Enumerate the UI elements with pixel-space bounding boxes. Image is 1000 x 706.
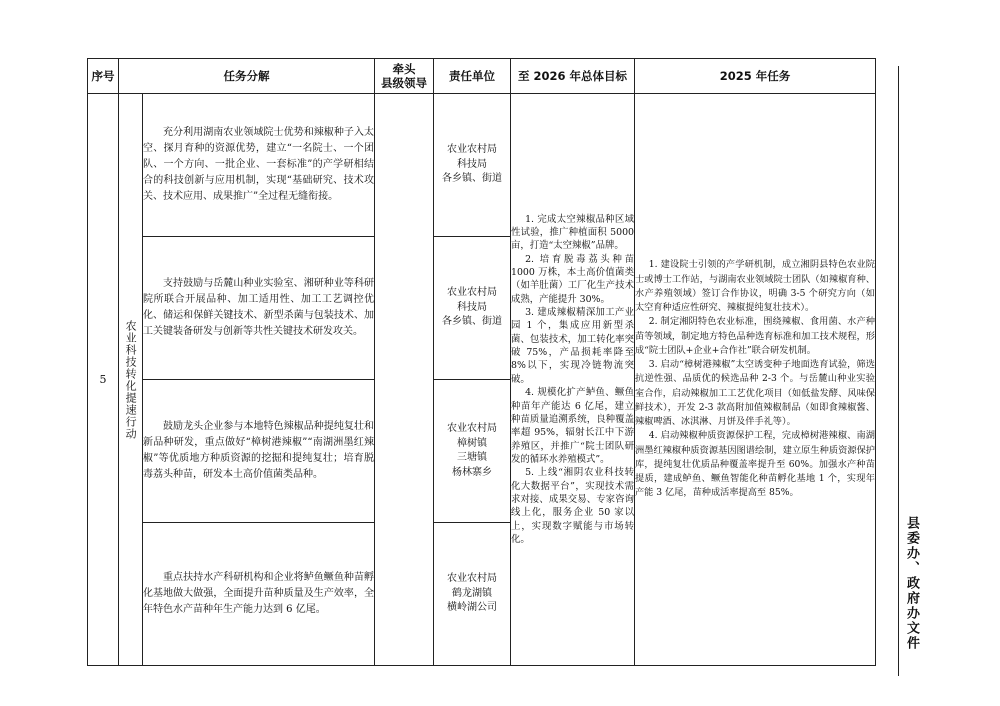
lead-cell — [375, 94, 434, 666]
table-row — [88, 94, 876, 237]
task-item: 1. 建设院士引领的产学研机制，成立湘阴县特色农业院士或博士工作站，与湖南农业领域院士团队（如辣椒育种、水产养殖领域）签订合作协议，明确 3-5 个研究方向（如太空育种适应性研究、辣椒提纯复壮技术）。 — [635, 259, 875, 314]
subtask-cell — [143, 523, 375, 666]
row-title-cell — [119, 94, 143, 666]
row-seq: 5 — [88, 94, 119, 666]
side-label: 县委办、政府办文件 — [904, 516, 919, 651]
subtask-cell — [143, 94, 375, 237]
task-cell — [635, 94, 876, 666]
subtask-text: 重点扶持水产科研机构和企业将鲈鱼鳜鱼种苗孵化基地做大做强，全面提升苗种质量及生产效率，全年特色水产苗种年生产能力达到 6 亿尾。 — [143, 572, 374, 615]
goal-item: 5. 上线“湘阴农业科技转化大数据平台”，实现技术需求对接、成果交易、专家咨询线上化，服务企业 50 家以上，实现数字赋能与市场转化。 — [511, 467, 634, 545]
subtask-text: 鼓励龙头企业参与本地特色辣椒品种提纯复壮和新品种研发，重点做好“樟树港辣椒”“南湖洲墨红辣椒”等优质地方种质资源的挖掘和提纯复壮；培育脱毒荔头种苗，研发本土高价值菌类品种。 — [143, 421, 374, 480]
task-item: 3. 启动“樟树港辣椒”太空诱变种子地面选育试验，筛选抗逆性强、品质优的候选品种 2-3 个。与岳麓山种业实验室合作，启动辣椒加工工艺优化项目（如低盐发酵、风味保鲜技术），开发 2-3 款高附加值辣椒制品（如即食辣椒酱、辣椒啤酒、冰淇淋、月饼及伴手礼等）。 — [635, 359, 875, 428]
goal-item: 1. 完成太空辣椒品种区域性试验，推广种植面积 5000 亩，打造“太空辣椒”品牌。 — [511, 213, 634, 252]
header-lead-text: 牵头 县级领导 — [381, 61, 427, 90]
goal-item: 4. 规模化扩产鲈鱼、鳜鱼种苗年产能达 6 亿尾，建立种苗质量追溯系统，良种覆盖率超 95%，辐射长江中下游养殖区，并推广“院士团队研发的循环水养殖模式”。 — [511, 387, 634, 465]
task-item: 2. 制定湘阴特色农业标准，围绕辣椒、食用菌、水产种苗等领域，制定地方特色品种选育标准和加工技术规程，形成“院士团队+企业+合作社”联合研发机制。 — [635, 316, 875, 356]
unit-text: 农业农村局 鹤龙湖镇 横岭湖公司 — [447, 573, 497, 614]
row-title: 农业科技转化提速行动 — [124, 319, 138, 440]
goal-item: 2. 培育脱毒荔头种苗 1000 万株，本土高价值菌类（如羊肚菌）工厂化生产技术成熟，产能提升 30%。 — [511, 253, 634, 305]
unit-cell — [434, 523, 511, 666]
header-goal-2026: 至 2026 年总体目标 — [511, 59, 635, 94]
unit-cell — [434, 94, 511, 237]
task-table — [87, 58, 876, 666]
task-item: 4. 启动辣椒种质资源保护工程，完成樟树港辣椒、南湖洲墨红辣椒种质资源基因图谱绘制，建立原生种质资源保护库，提纯复壮优质品种覆盖率提升至 60%。加强水产种苗提质，建成鲈鱼、鳜鱼智能化种苗孵化基地 1 个，实现年产能 3 亿尾，苗种成活率提高至 85%。 — [635, 430, 875, 499]
header-lead — [375, 59, 434, 94]
subtask-cell — [143, 380, 375, 523]
subtask-cell — [143, 237, 375, 380]
header-seq: 序号 — [88, 59, 119, 94]
unit-cell — [434, 237, 511, 380]
unit-text: 农业农村局 科技局 各乡镇、街道 — [442, 144, 502, 185]
subtask-text: 支持鼓励与岳麓山种业实验室、湘研种业等科研院所联合开展品种、加工适用性、加工工艺调控优化、储运和保鲜关键技术、新型杀菌与包装技术、加工关键装备研发与创新等共性关键技术研发攻关。 — [143, 278, 374, 337]
header-row — [88, 59, 876, 94]
header-task-breakdown: 任务分解 — [119, 59, 375, 94]
header-unit: 责任单位 — [434, 59, 511, 94]
unit-text: 农业农村局 科技局 各乡镇、街道 — [442, 287, 502, 328]
goal-item: 3. 建成辣椒精深加工产业园 1 个，集成应用新型杀菌、包装技术，加工转化率突破 75%，产品损耗率降至 8%以下，实现冷链物流突破。 — [511, 307, 634, 385]
margin-divider — [898, 66, 899, 676]
subtask-text: 充分利用湖南农业领域院士优势和辣椒种子入太空、探月育种的资源优势，建立“一名院士、一个团队、一个方向、一批企业、一套标准”的产学研相结合的科技创新与应用机制，实现“基础研究、技术攻关、技术应用、成果推广”全过程无缝衔接。 — [143, 127, 374, 202]
unit-cell — [434, 380, 511, 523]
goal-cell — [511, 94, 635, 666]
header-tasks-2025: 2025 年任务 — [635, 59, 876, 94]
unit-text: 农业农村局 樟树镇 三塘镇 杨林寨乡 — [447, 423, 497, 478]
